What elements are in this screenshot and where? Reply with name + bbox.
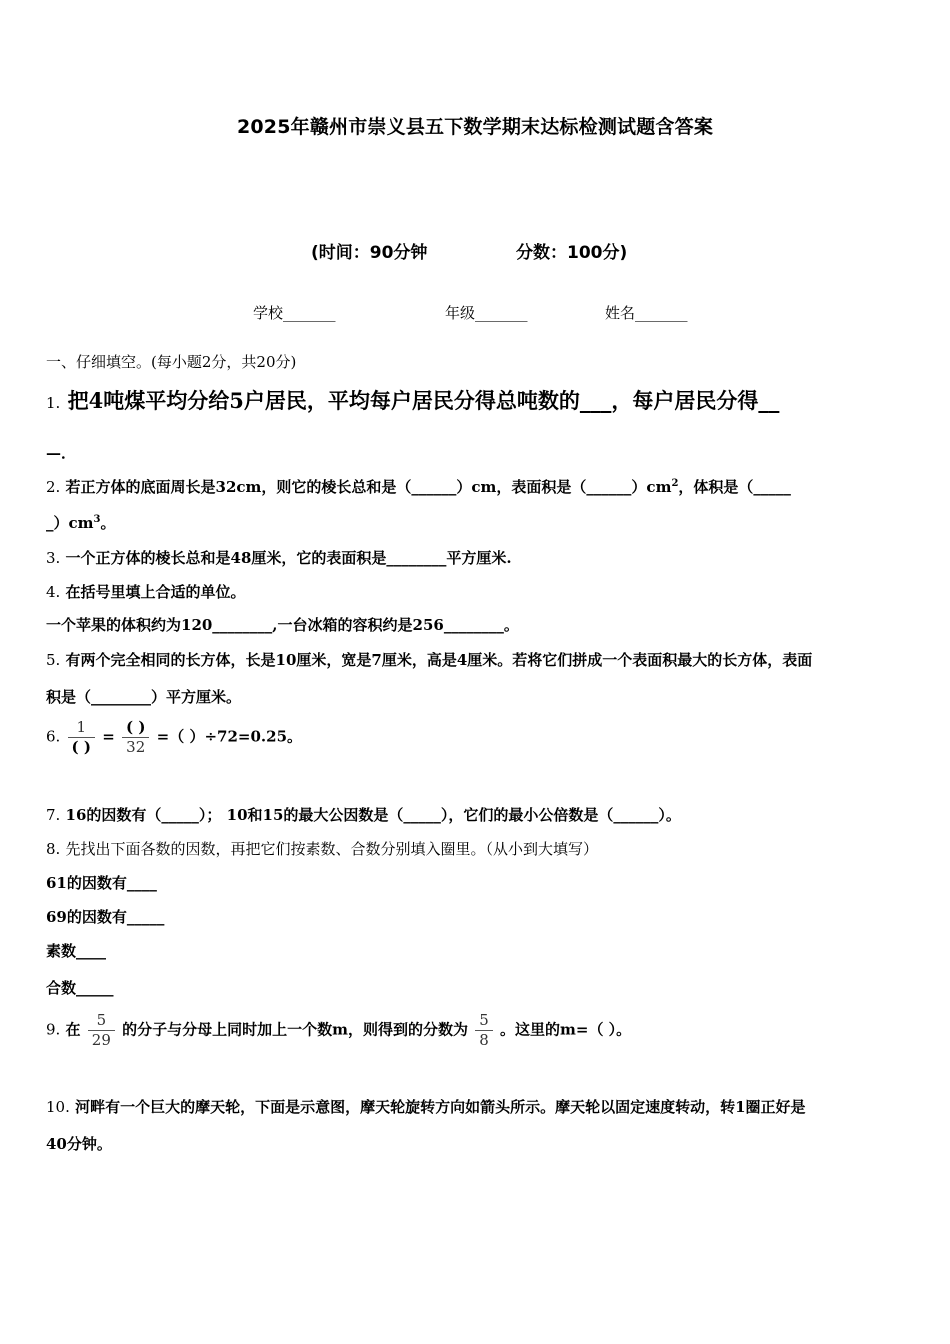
question-text: =（ ）÷72=0.25。 [156, 727, 303, 746]
question-number: 7. [46, 806, 61, 824]
answer-line: 合数_____ [46, 979, 114, 997]
denominator: 29 [91, 1031, 111, 1049]
question-3 [46, 547, 512, 568]
question-1-cont: —． [46, 444, 77, 462]
numerator: 5 [475, 1011, 493, 1031]
question-text: 。这里的m=（ ）。 [500, 1020, 632, 1039]
question-text: 河畔有一个巨大的摩天轮，下面是示意图，摩天轮旋转方向如箭头所示。摩天轮以固定速度转动，转1圈正好是 [75, 1098, 806, 1116]
question-5-cont: 积是（________）平方厘米。 [46, 688, 242, 706]
denominator: 8 [479, 1031, 489, 1049]
question-2 [46, 476, 791, 497]
superscript: 3 [93, 514, 101, 525]
denominator: ( ) [71, 738, 91, 756]
question-number: 6. [46, 727, 61, 746]
answer-line: 69的因数有_____ [46, 908, 165, 926]
exam-score: 分数：100分) [516, 243, 628, 263]
numerator: ( ) [122, 718, 149, 738]
question-number: 3. [46, 549, 61, 567]
question-text: 的分子与分母上同时加上一个数m，则得到的分数为 [122, 1020, 468, 1039]
question-number: 2. [46, 478, 61, 496]
numerator: 1 [68, 718, 95, 738]
question-text: 16的因数有（_____）； 10和15的最大公因数是（_____），它们的最小公倍数是（______）。 [65, 806, 681, 824]
question-text: 在括号里填上合适的单位。 [65, 583, 246, 601]
question-5 [46, 649, 812, 670]
question-8 [46, 838, 598, 859]
answer-line: 61的因数有____ [46, 874, 157, 892]
question-9 [46, 1011, 631, 1050]
question-number: 4. [46, 583, 61, 601]
question-text: 把4吨煤平均分给5户居民，平均每户居民分得总吨数的___，每户居民分得__ [67, 388, 780, 413]
answer-line: 素数____ [46, 942, 107, 960]
question-6 [46, 718, 302, 757]
question-text: 一个正方体的棱长总和是48厘米，它的表面积是________平方厘米. [65, 549, 512, 567]
name-field: 姓名_______ [605, 304, 688, 322]
question-text: _）cm [46, 514, 94, 532]
section-heading: 一、仔细填空。(每小题2分，共20分) [46, 353, 297, 371]
question-7 [46, 804, 681, 825]
fraction [122, 718, 149, 757]
question-number: 9. [46, 1020, 61, 1039]
page-title: 2025年赣州市崇义县五下数学期末达标检测试题含答案 [236, 116, 714, 138]
fraction [68, 718, 95, 757]
question-number: 1. [46, 394, 61, 412]
question-text: ，体积是（_____ [678, 478, 791, 496]
question-1 [46, 385, 779, 415]
question-text: 在 [65, 1020, 81, 1039]
fraction [475, 1011, 493, 1050]
question-text: 若正方体的底面周长是32cm，则它的棱长总和是（______）cm，表面积是（______）cm [65, 478, 672, 496]
question-4-cont: 一个苹果的体积约为120________,一台冰箱的容积约是256________。 [46, 616, 519, 634]
question-2-cont [46, 512, 116, 533]
exam-time: (时间：90分钟 [311, 243, 428, 263]
school-field: 学校_______ [253, 304, 336, 322]
denominator: 32 [126, 738, 146, 756]
question-10-cont: 40分钟。 [46, 1135, 112, 1153]
equals-sign: = [102, 727, 115, 746]
fraction [88, 1011, 115, 1050]
question-number: 8. [46, 840, 61, 858]
numerator: 5 [88, 1011, 115, 1031]
question-number: 5. [46, 651, 61, 669]
question-4 [46, 581, 246, 602]
question-text: 。 [100, 514, 116, 532]
grade-field: 年级_______ [445, 304, 528, 322]
question-number: 10. [46, 1098, 70, 1116]
question-text: 先找出下面各数的因数，再把它们按素数、合数分别填入圈里。（从小到大填写） [65, 840, 599, 858]
question-10 [46, 1096, 806, 1117]
question-text: 有两个完全相同的长方体，长是10厘米，宽是7厘米，高是4厘米。若将它们拼成一个表面积最大的长方体，表面 [65, 651, 813, 669]
superscript: 2 [671, 478, 679, 489]
